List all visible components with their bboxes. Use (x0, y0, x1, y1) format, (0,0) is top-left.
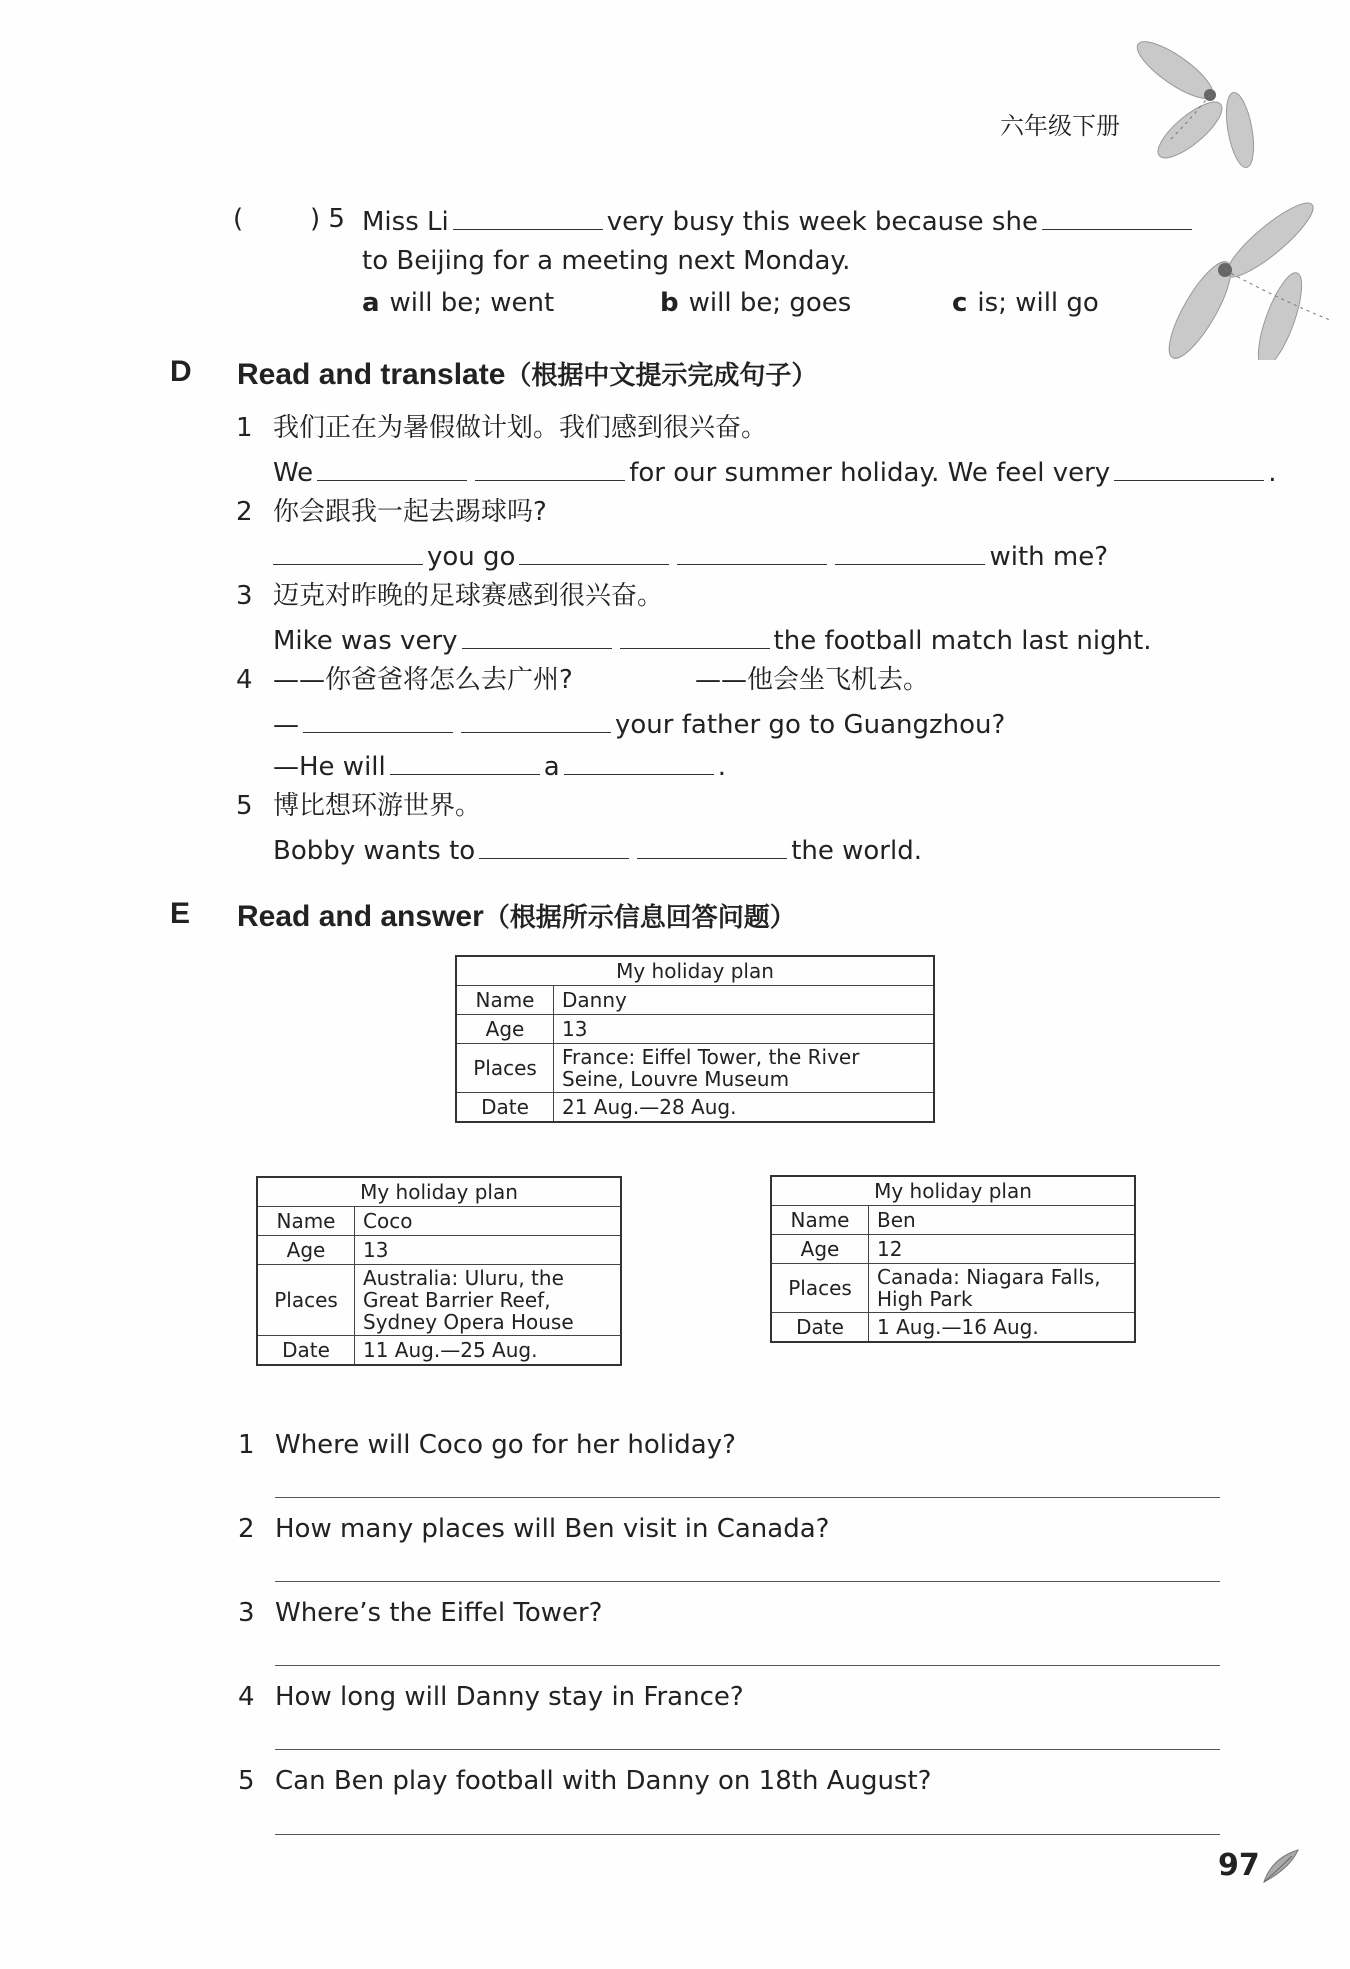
section-e-letter: E (170, 897, 191, 930)
answer-blank[interactable] (453, 203, 603, 230)
table-title: My holiday plan (771, 1176, 1135, 1206)
answer-blank[interactable] (835, 538, 985, 565)
answer-blank[interactable] (461, 706, 611, 733)
c-q5-option-a[interactable]: a will be; went (362, 288, 555, 318)
d-item-2-number: 2 (236, 497, 253, 527)
d-item-5-chinese: 博比想环游世界。 (273, 791, 482, 821)
c-q5-line2: to Beijing for a meeting next Monday. (362, 246, 851, 276)
e-question-4: How long will Danny stay in France? (275, 1682, 744, 1712)
answer-blank[interactable] (677, 538, 827, 565)
table-row: Name Coco (257, 1207, 621, 1236)
table-title: My holiday plan (456, 956, 934, 986)
d-item-5-number: 5 (236, 791, 253, 821)
answer-blank[interactable] (462, 622, 612, 649)
e-question-2-number: 2 (238, 1514, 255, 1544)
d-item-4-english-a: —He will a . (273, 748, 726, 783)
section-d-letter: D (170, 355, 192, 388)
e-question-5-number: 5 (238, 1766, 255, 1796)
d-item-1-english: We for our summer holiday. We feel very . (273, 454, 1276, 489)
d-item-4-english-q: — your father go to Guangzhou? (273, 706, 1005, 741)
dragonfly-decoration-icon (1130, 20, 1350, 360)
table-title: My holiday plan (257, 1177, 621, 1207)
page-number: 97 (1218, 1848, 1260, 1883)
d-item-3-number: 3 (236, 581, 253, 611)
grade-label: 六年级下册 (1000, 112, 1120, 140)
table-row: Age 12 (771, 1235, 1135, 1264)
holiday-plan-table-coco (256, 1176, 622, 1366)
c-q5-option-c[interactable]: c is; will go (952, 288, 1099, 318)
section-d-title: Read and translate（根据中文提示完成句子） (237, 358, 818, 391)
d-item-4-chinese: ——你爸爸将怎么去广州? (273, 665, 573, 695)
table-row: Name Ben (771, 1206, 1135, 1235)
answer-line[interactable] (275, 1749, 1220, 1750)
answer-blank[interactable] (479, 832, 629, 859)
answer-blank[interactable] (390, 748, 540, 775)
d-item-4-number: 4 (236, 665, 253, 695)
d-item-5-english: Bobby wants to the world. (273, 832, 922, 867)
d-item-3-english: Mike was very the football match last night. (273, 622, 1152, 657)
d-item-1-number: 1 (236, 413, 253, 443)
answer-blank[interactable] (620, 622, 770, 649)
table-row: Date 11 Aug.—25 Aug. (257, 1336, 621, 1366)
d-item-4-chinese-reply: ——他会坐飞机去。 (695, 665, 930, 695)
e-question-3-number: 3 (238, 1598, 255, 1628)
table-row: Places France: Eiffel Tower, the River Seine, Louvre Museum (456, 1044, 934, 1093)
answer-blank[interactable] (564, 748, 714, 775)
table-row: Date 21 Aug.—28 Aug. (456, 1093, 934, 1123)
table-row: Places Australia: Uluru, the Great Barrier Reef, Sydney Opera House (257, 1265, 621, 1336)
answer-blank[interactable] (303, 706, 453, 733)
answer-blank[interactable] (317, 454, 467, 481)
d-item-2-chinese: 你会跟我一起去踢球吗? (273, 497, 547, 527)
e-question-1: Where will Coco go for her holiday? (275, 1430, 736, 1460)
answer-blank[interactable] (475, 454, 625, 481)
answer-line[interactable] (275, 1581, 1220, 1582)
holiday-plan-table-ben (770, 1175, 1136, 1343)
answer-blank[interactable] (519, 538, 669, 565)
table-row: Age 13 (456, 1015, 934, 1044)
holiday-plan-table-danny (455, 955, 935, 1123)
c-q5-number: ) 5 (310, 204, 345, 234)
c-q5-paren: ( (233, 204, 244, 234)
leaf-icon (1262, 1848, 1300, 1884)
answer-blank[interactable] (273, 538, 423, 565)
answer-blank[interactable] (637, 832, 787, 859)
d-item-2-english: you go with me? (269, 538, 1108, 573)
d-item-3-chinese: 迈克对昨晚的足球赛感到很兴奋。 (273, 581, 664, 611)
e-question-4-number: 4 (238, 1682, 255, 1712)
section-e-title: Read and answer（根据所示信息回答问题） (237, 900, 796, 933)
table-row: Date 1 Aug.—16 Aug. (771, 1313, 1135, 1343)
answer-line[interactable] (275, 1497, 1220, 1498)
answer-line[interactable] (275, 1665, 1220, 1666)
c-q5-option-b[interactable]: b will be; goes (660, 288, 852, 318)
e-question-3: Where’s the Eiffel Tower? (275, 1598, 603, 1628)
answer-line[interactable] (275, 1834, 1220, 1835)
answer-blank[interactable] (1042, 203, 1192, 230)
table-row: Age 13 (257, 1236, 621, 1265)
e-question-5: Can Ben play football with Danny on 18th August? (275, 1766, 932, 1796)
table-row: Places Canada: Niagara Falls, High Park (771, 1264, 1135, 1313)
c-q5-line1: Miss Li very busy this week because she (362, 203, 1196, 238)
e-question-2: How many places will Ben visit in Canada? (275, 1514, 830, 1544)
d-item-1-chinese: 我们正在为暑假做计划。我们感到很兴奋。 (273, 413, 768, 443)
e-question-1-number: 1 (238, 1430, 255, 1460)
table-row: Name Danny (456, 986, 934, 1015)
answer-blank[interactable] (1114, 454, 1264, 481)
